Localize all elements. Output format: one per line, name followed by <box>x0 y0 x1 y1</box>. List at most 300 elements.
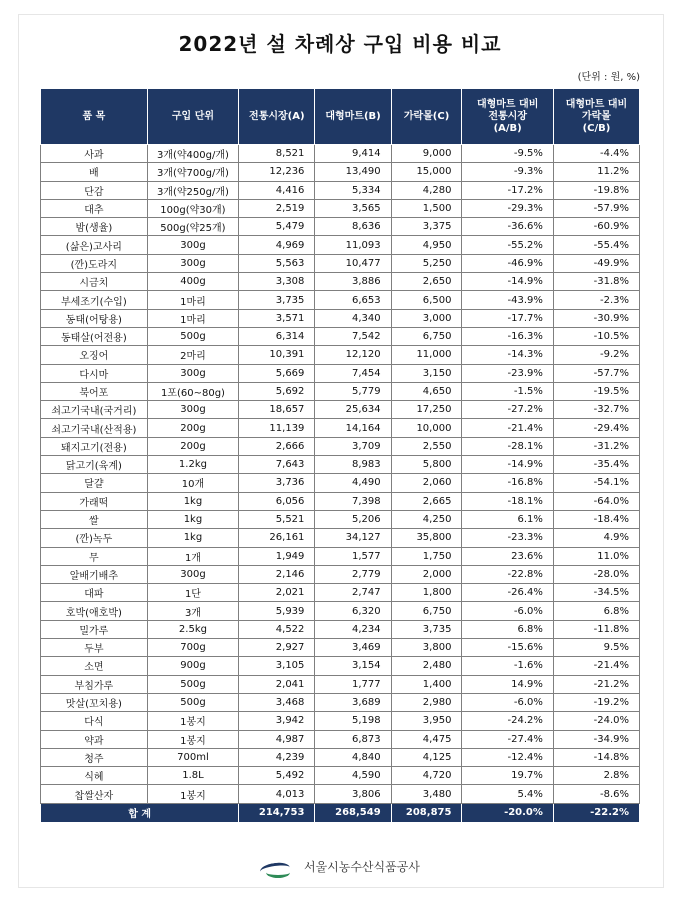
table-row <box>41 785 640 803</box>
table-row <box>41 693 640 711</box>
traditional-price: 7,643 <box>239 456 315 474</box>
mart-price: 5,206 <box>315 510 391 528</box>
item-name: 밤(생율) <box>41 218 148 236</box>
item-name: 배 <box>41 163 148 181</box>
table-row <box>41 748 640 766</box>
ratio-c-b: -14.8% <box>553 748 639 766</box>
garak-price: 2,550 <box>391 437 462 455</box>
table-row <box>41 510 640 528</box>
item-name: 북어포 <box>41 382 148 400</box>
item-name: 단감 <box>41 181 148 199</box>
purchase-unit: 1kg <box>147 510 238 528</box>
traditional-price: 4,969 <box>239 236 315 254</box>
mart-price: 5,334 <box>315 181 391 199</box>
garak-price: 6,750 <box>391 602 462 620</box>
ratio-c-b: -8.6% <box>553 785 639 803</box>
item-name: 쇠고기국내(산적용) <box>41 419 148 437</box>
ratio-a-b: -36.6% <box>462 218 553 236</box>
purchase-unit: 1봉지 <box>147 730 238 748</box>
item-name: 맛살(꼬치용) <box>41 693 148 711</box>
table-row <box>41 309 640 327</box>
traditional-price: 4,416 <box>239 181 315 199</box>
organization-name: 서울시농수산식품공사 <box>303 860 420 874</box>
traditional-price: 5,939 <box>239 602 315 620</box>
table-row <box>41 291 640 309</box>
ratio-c-b: -31.8% <box>553 273 639 291</box>
ratio-a-b: -22.8% <box>462 565 553 583</box>
mart-price: 4,590 <box>315 767 391 785</box>
total-ratio-c-b: -22.2% <box>553 803 639 822</box>
purchase-unit: 500g <box>147 693 238 711</box>
ratio-c-b: -34.5% <box>553 584 639 602</box>
ratio-a-b: -23.9% <box>462 364 553 382</box>
traditional-price: 2,927 <box>239 639 315 657</box>
ratio-c-b: -32.7% <box>553 401 639 419</box>
item-name: 다시마 <box>41 364 148 382</box>
item-name: 달걀 <box>41 474 148 492</box>
garak-price: 4,280 <box>391 181 462 199</box>
item-name: 대파 <box>41 584 148 602</box>
header-ratio-c-b <box>553 89 639 145</box>
ratio-a-b: -14.9% <box>462 456 553 474</box>
ratio-a-b: -16.8% <box>462 474 553 492</box>
ratio-c-b: -57.7% <box>553 364 639 382</box>
table-row <box>41 181 640 199</box>
ratio-c-b: 6.8% <box>553 602 639 620</box>
ratio-c-b: -64.0% <box>553 492 639 510</box>
table-row <box>41 767 640 785</box>
table-body <box>41 145 640 804</box>
purchase-unit: 500g <box>147 327 238 345</box>
ratio-c-b: -35.4% <box>553 456 639 474</box>
ratio-c-b: -11.8% <box>553 620 639 638</box>
garak-price: 3,375 <box>391 218 462 236</box>
garak-price: 6,750 <box>391 327 462 345</box>
purchase-unit: 1포(60~80g) <box>147 382 238 400</box>
ratio-a-b: -27.2% <box>462 401 553 419</box>
traditional-price: 18,657 <box>239 401 315 419</box>
purchase-unit: 1단 <box>147 584 238 602</box>
table-row <box>41 657 640 675</box>
item-name: 무 <box>41 547 148 565</box>
mart-price: 3,689 <box>315 693 391 711</box>
traditional-price: 2,021 <box>239 584 315 602</box>
purchase-unit: 200g <box>147 437 238 455</box>
table-row <box>41 273 640 291</box>
mart-price: 4,234 <box>315 620 391 638</box>
traditional-price: 5,479 <box>239 218 315 236</box>
table-row <box>41 639 640 657</box>
total-label: 합 계 <box>41 803 239 822</box>
ratio-c-b: -4.4% <box>553 145 639 163</box>
item-name: 식혜 <box>41 767 148 785</box>
total-garak: 208,875 <box>391 803 462 822</box>
ratio-a-b: -1.5% <box>462 382 553 400</box>
mart-price: 4,840 <box>315 748 391 766</box>
item-name: 두부 <box>41 639 148 657</box>
traditional-price: 4,987 <box>239 730 315 748</box>
table-row <box>41 565 640 583</box>
item-name: 호박(애호박) <box>41 602 148 620</box>
header-item: 품 목 <box>41 89 148 145</box>
garak-price: 10,000 <box>391 419 462 437</box>
traditional-price: 5,669 <box>239 364 315 382</box>
garak-price: 1,750 <box>391 547 462 565</box>
ratio-a-b: -24.2% <box>462 712 553 730</box>
table-row <box>41 492 640 510</box>
garak-price: 4,950 <box>391 236 462 254</box>
purchase-unit: 1개 <box>147 547 238 565</box>
mart-price: 3,886 <box>315 273 391 291</box>
mart-price: 5,779 <box>315 382 391 400</box>
purchase-unit: 500g(약25개) <box>147 218 238 236</box>
purchase-unit: 400g <box>147 273 238 291</box>
item-name: 약과 <box>41 730 148 748</box>
purchase-unit: 3개 <box>147 602 238 620</box>
mart-price: 1,577 <box>315 547 391 565</box>
mart-price: 3,806 <box>315 785 391 803</box>
garak-price: 4,475 <box>391 730 462 748</box>
garak-price: 2,980 <box>391 693 462 711</box>
page-title: 2022년 설 차례상 구입 비용 비교 <box>178 32 502 56</box>
ratio-c-b: -49.9% <box>553 254 639 272</box>
item-name: 쌀 <box>41 510 148 528</box>
garak-price: 1,400 <box>391 675 462 693</box>
ratio-a-b: -27.4% <box>462 730 553 748</box>
item-name: 동태(어탕용) <box>41 309 148 327</box>
total-ratio-a-b: -20.0% <box>462 803 553 822</box>
mart-price: 10,477 <box>315 254 391 272</box>
purchase-unit: 1마리 <box>147 309 238 327</box>
garak-price: 11,000 <box>391 346 462 364</box>
traditional-price: 4,013 <box>239 785 315 803</box>
header-traditional-market: 전통시장(A) <box>239 89 315 145</box>
table-row <box>41 620 640 638</box>
item-name: 부세조기(수입) <box>41 291 148 309</box>
purchase-unit: 300g <box>147 565 238 583</box>
mart-price: 7,454 <box>315 364 391 382</box>
purchase-unit: 1봉지 <box>147 712 238 730</box>
traditional-price: 5,692 <box>239 382 315 400</box>
garak-price: 1,500 <box>391 199 462 217</box>
table-row <box>41 218 640 236</box>
mart-price: 14,164 <box>315 419 391 437</box>
garak-price: 3,000 <box>391 309 462 327</box>
organization-logo-icon <box>260 861 294 875</box>
table-row <box>41 602 640 620</box>
traditional-price: 2,041 <box>239 675 315 693</box>
item-name: 찹쌀산자 <box>41 785 148 803</box>
traditional-price: 3,571 <box>239 309 315 327</box>
ratio-a-b: -23.3% <box>462 529 553 547</box>
purchase-unit: 100g(약30개) <box>147 199 238 217</box>
item-name: 부침가루 <box>41 675 148 693</box>
table-row <box>41 419 640 437</box>
table-row <box>41 529 640 547</box>
traditional-price: 26,161 <box>239 529 315 547</box>
ratio-c-b: -18.4% <box>553 510 639 528</box>
purchase-unit: 3개(약700g/개) <box>147 163 238 181</box>
purchase-unit: 200g <box>147 419 238 437</box>
price-comparison-table <box>40 88 640 823</box>
garak-price: 5,250 <box>391 254 462 272</box>
item-name: (깐)녹두 <box>41 529 148 547</box>
mart-price: 1,777 <box>315 675 391 693</box>
garak-price: 4,250 <box>391 510 462 528</box>
traditional-price: 4,522 <box>239 620 315 638</box>
table-row <box>41 401 640 419</box>
traditional-price: 3,468 <box>239 693 315 711</box>
mart-price: 2,779 <box>315 565 391 583</box>
ratio-a-b: -14.9% <box>462 273 553 291</box>
item-name: 가래떡 <box>41 492 148 510</box>
header-mart: 대형마트(B) <box>315 89 391 145</box>
table-row <box>41 675 640 693</box>
ratio-c-b: -31.2% <box>553 437 639 455</box>
table-row <box>41 236 640 254</box>
item-name: 다식 <box>41 712 148 730</box>
ratio-c-b: -57.9% <box>553 199 639 217</box>
mart-price: 25,634 <box>315 401 391 419</box>
item-name: 쇠고기국내(국거리) <box>41 401 148 419</box>
traditional-price: 10,391 <box>239 346 315 364</box>
mart-price: 34,127 <box>315 529 391 547</box>
ratio-a-b: -28.1% <box>462 437 553 455</box>
ratio-c-b: -10.5% <box>553 327 639 345</box>
garak-price: 15,000 <box>391 163 462 181</box>
item-name: 사과 <box>41 145 148 163</box>
mart-price: 13,490 <box>315 163 391 181</box>
ratio-c-b: -2.3% <box>553 291 639 309</box>
purchase-unit: 1kg <box>147 492 238 510</box>
purchase-unit: 300g <box>147 364 238 382</box>
traditional-price: 6,056 <box>239 492 315 510</box>
table-row <box>41 254 640 272</box>
total-traditional: 214,753 <box>239 803 315 822</box>
purchase-unit: 2.5kg <box>147 620 238 638</box>
header-ratio-c-b-text: 대형마트 대비 가락몰 (C/B) <box>565 98 628 134</box>
ratio-a-b: -29.3% <box>462 199 553 217</box>
table-row <box>41 364 640 382</box>
ratio-c-b: 9.5% <box>553 639 639 657</box>
mart-price: 7,542 <box>315 327 391 345</box>
traditional-price: 3,735 <box>239 291 315 309</box>
mart-price: 6,873 <box>315 730 391 748</box>
ratio-c-b: -60.9% <box>553 218 639 236</box>
garak-price: 9,000 <box>391 145 462 163</box>
table-row <box>41 382 640 400</box>
ratio-a-b: -55.2% <box>462 236 553 254</box>
traditional-price: 3,736 <box>239 474 315 492</box>
table-row <box>41 327 640 345</box>
garak-price: 6,500 <box>391 291 462 309</box>
purchase-unit: 1.8L <box>147 767 238 785</box>
traditional-price: 8,521 <box>239 145 315 163</box>
traditional-price: 5,521 <box>239 510 315 528</box>
ratio-a-b: -6.0% <box>462 693 553 711</box>
purchase-unit: 3개(약250g/개) <box>147 181 238 199</box>
purchase-unit: 1kg <box>147 529 238 547</box>
ratio-c-b: -9.2% <box>553 346 639 364</box>
header-unit: 구입 단위 <box>147 89 238 145</box>
unit-note: (단위 : 원, %) <box>577 72 640 83</box>
ratio-a-b: -14.3% <box>462 346 553 364</box>
ratio-c-b: 4.9% <box>553 529 639 547</box>
traditional-price: 2,146 <box>239 565 315 583</box>
item-name: 돼지고기(전용) <box>41 437 148 455</box>
ratio-a-b: 14.9% <box>462 675 553 693</box>
ratio-c-b: -21.4% <box>553 657 639 675</box>
garak-price: 3,950 <box>391 712 462 730</box>
total-mart: 268,549 <box>315 803 391 822</box>
ratio-a-b: 19.7% <box>462 767 553 785</box>
purchase-unit: 300g <box>147 401 238 419</box>
table-header-row <box>41 89 640 145</box>
purchase-unit: 300g <box>147 254 238 272</box>
table-row <box>41 547 640 565</box>
table-row <box>41 163 640 181</box>
mart-price: 5,198 <box>315 712 391 730</box>
garak-price: 4,720 <box>391 767 462 785</box>
garak-price: 2,480 <box>391 657 462 675</box>
ratio-a-b: -46.9% <box>462 254 553 272</box>
item-name: 청주 <box>41 748 148 766</box>
ratio-a-b: -9.5% <box>462 145 553 163</box>
garak-price: 5,800 <box>391 456 462 474</box>
purchase-unit: 1봉지 <box>147 785 238 803</box>
item-name: 오징어 <box>41 346 148 364</box>
traditional-price: 6,314 <box>239 327 315 345</box>
ratio-a-b: 23.6% <box>462 547 553 565</box>
mart-price: 9,414 <box>315 145 391 163</box>
item-name: (깐)도라지 <box>41 254 148 272</box>
traditional-price: 5,492 <box>239 767 315 785</box>
ratio-c-b: -28.0% <box>553 565 639 583</box>
item-name: 알배기배추 <box>41 565 148 583</box>
ratio-a-b: -9.3% <box>462 163 553 181</box>
traditional-price: 2,666 <box>239 437 315 455</box>
garak-price: 4,650 <box>391 382 462 400</box>
item-name: 밀가루 <box>41 620 148 638</box>
mart-price: 7,398 <box>315 492 391 510</box>
table-row <box>41 730 640 748</box>
ratio-a-b: 6.8% <box>462 620 553 638</box>
ratio-c-b: -30.9% <box>553 309 639 327</box>
ratio-c-b: 2.8% <box>553 767 639 785</box>
ratio-c-b: -55.4% <box>553 236 639 254</box>
purchase-unit: 10개 <box>147 474 238 492</box>
mart-price: 2,747 <box>315 584 391 602</box>
ratio-a-b: -43.9% <box>462 291 553 309</box>
table-row <box>41 712 640 730</box>
item-name: 소면 <box>41 657 148 675</box>
table-row <box>41 584 640 602</box>
garak-price: 2,665 <box>391 492 462 510</box>
ratio-c-b: -54.1% <box>553 474 639 492</box>
traditional-price: 11,139 <box>239 419 315 437</box>
mart-price: 3,565 <box>315 199 391 217</box>
table-row <box>41 474 640 492</box>
garak-price: 35,800 <box>391 529 462 547</box>
ratio-c-b: 11.0% <box>553 547 639 565</box>
item-name: 동태살(어전용) <box>41 327 148 345</box>
ratio-a-b: -15.6% <box>462 639 553 657</box>
header-garak-mall: 가락몰(C) <box>391 89 462 145</box>
garak-price: 17,250 <box>391 401 462 419</box>
ratio-c-b: -24.0% <box>553 712 639 730</box>
mart-price: 3,709 <box>315 437 391 455</box>
mart-price: 8,636 <box>315 218 391 236</box>
traditional-price: 2,519 <box>239 199 315 217</box>
item-name: 대추 <box>41 199 148 217</box>
garak-price: 1,800 <box>391 584 462 602</box>
traditional-price: 3,942 <box>239 712 315 730</box>
ratio-c-b: -19.5% <box>553 382 639 400</box>
ratio-a-b: -6.0% <box>462 602 553 620</box>
mart-price: 12,120 <box>315 346 391 364</box>
mart-price: 3,469 <box>315 639 391 657</box>
mart-price: 8,983 <box>315 456 391 474</box>
purchase-unit: 900g <box>147 657 238 675</box>
traditional-price: 3,308 <box>239 273 315 291</box>
ratio-a-b: -1.6% <box>462 657 553 675</box>
purchase-unit: 1.2kg <box>147 456 238 474</box>
ratio-a-b: -16.3% <box>462 327 553 345</box>
mart-price: 4,340 <box>315 309 391 327</box>
table-row <box>41 346 640 364</box>
mart-price: 11,093 <box>315 236 391 254</box>
ratio-c-b: -19.8% <box>553 181 639 199</box>
header-ratio-a-b <box>462 89 553 145</box>
mart-price: 3,154 <box>315 657 391 675</box>
traditional-price: 1,949 <box>239 547 315 565</box>
mart-price: 4,490 <box>315 474 391 492</box>
table-row <box>41 456 640 474</box>
purchase-unit: 2마리 <box>147 346 238 364</box>
traditional-price: 3,105 <box>239 657 315 675</box>
garak-price: 3,735 <box>391 620 462 638</box>
item-name: 닭고기(육계) <box>41 456 148 474</box>
total-row <box>41 803 640 822</box>
mart-price: 6,653 <box>315 291 391 309</box>
ratio-c-b: 11.2% <box>553 163 639 181</box>
footer <box>0 858 680 875</box>
ratio-a-b: -17.2% <box>462 181 553 199</box>
garak-price: 3,150 <box>391 364 462 382</box>
ratio-a-b: -12.4% <box>462 748 553 766</box>
item-name: 시금치 <box>41 273 148 291</box>
table-row <box>41 199 640 217</box>
traditional-price: 5,563 <box>239 254 315 272</box>
garak-price: 3,800 <box>391 639 462 657</box>
header-ratio-a-b-text: 대형마트 대비 전통시장 (A/B) <box>476 98 539 134</box>
garak-price: 2,650 <box>391 273 462 291</box>
ratio-c-b: -29.4% <box>553 419 639 437</box>
purchase-unit: 300g <box>147 236 238 254</box>
traditional-price: 12,236 <box>239 163 315 181</box>
ratio-c-b: -19.2% <box>553 693 639 711</box>
item-name: (삶은)고사리 <box>41 236 148 254</box>
purchase-unit: 700g <box>147 639 238 657</box>
garak-price: 4,125 <box>391 748 462 766</box>
garak-price: 2,000 <box>391 565 462 583</box>
ratio-c-b: -34.9% <box>553 730 639 748</box>
ratio-a-b: -21.4% <box>462 419 553 437</box>
purchase-unit: 3개(약400g/개) <box>147 145 238 163</box>
ratio-a-b: -18.1% <box>462 492 553 510</box>
ratio-a-b: 6.1% <box>462 510 553 528</box>
garak-price: 3,480 <box>391 785 462 803</box>
